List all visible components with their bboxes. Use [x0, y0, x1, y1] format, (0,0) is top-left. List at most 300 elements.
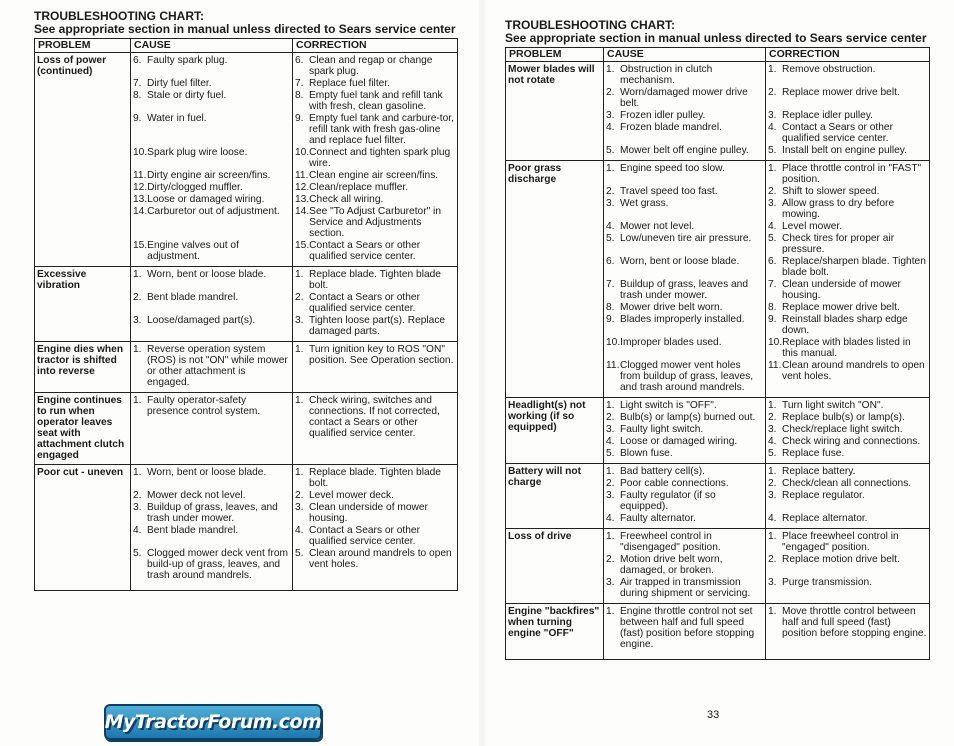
item-text: Bulb(s) or lamp(s) burned out. [620, 412, 756, 423]
item-text: Dirty fuel filter. [147, 78, 212, 89]
item-text: Purge transmission. [782, 577, 873, 588]
item-number: 10. [133, 147, 148, 158]
item-number: 2. [133, 292, 142, 303]
item-number: 5. [606, 448, 615, 459]
item-text: Shift to slower speed. [782, 186, 880, 197]
cause-item [606, 436, 763, 447]
item-number: 1. [133, 395, 142, 406]
correction-item [768, 606, 927, 650]
item-number: 5. [768, 233, 777, 244]
item-text: Mower deck not level. [147, 490, 246, 501]
item-number: 3. [768, 577, 777, 588]
item-number: 11. [133, 170, 147, 181]
correction-header: CORRECTION [766, 48, 930, 62]
cause-item [133, 147, 290, 169]
item-text: Mower belt off engine pulley. [620, 145, 749, 156]
problem-cell: Headlight(s) not working (if so equipped) [506, 398, 604, 464]
item-number: 8. [133, 90, 142, 101]
item-text: Worn, bent or loose blade. [620, 256, 740, 267]
item-number: 14. [133, 206, 148, 217]
cause-item [606, 424, 763, 435]
item-text: Contact a Sears or other qualified service center. [309, 240, 421, 262]
item-text: Air trapped in transmission during shipment or servicing. [620, 577, 751, 599]
item-number: 5. [768, 448, 777, 459]
correction-cell [766, 604, 930, 660]
item-text: Dirty engine air screen/fins. [147, 170, 271, 181]
trouble-section-row [35, 465, 458, 591]
problem-header: PROBLEM [506, 48, 604, 62]
item-text: Replace blade. Tighten blade bolt. [309, 467, 441, 489]
item-number: 2. [768, 186, 777, 197]
cause-item [133, 344, 290, 388]
item-text: Low/uneven tire air pressure. [620, 233, 752, 244]
item-text: Loose/damaged part(s). [147, 315, 256, 326]
cause-item [133, 525, 290, 547]
item-text: Clean underside of mower housing. [782, 279, 901, 301]
item-number: 1. [606, 466, 615, 477]
item-number: 7. [768, 279, 777, 290]
correction-item [768, 145, 927, 156]
problem-cell: Mower blades will not rotate [506, 62, 604, 161]
cause-cell [604, 161, 766, 398]
item-number: 3. [606, 577, 615, 588]
cause-item [133, 395, 290, 439]
item-text: Buildup of grass, leaves and trash under mower. [620, 279, 748, 301]
item-number: 1. [606, 163, 615, 174]
correction-item [768, 490, 927, 512]
page-fold-shadow [478, 0, 486, 746]
item-text: Tighten loose part(s). Replace damaged parts. [309, 315, 446, 337]
cause-item [133, 502, 290, 524]
correction-cell [293, 267, 458, 342]
trouble-section-row [506, 161, 930, 398]
right-table-body [506, 62, 930, 660]
item-number: 1. [606, 531, 615, 542]
correction-item [768, 233, 927, 255]
correction-item [295, 490, 455, 501]
trouble-section-row [35, 342, 458, 393]
item-text: Poor cable connections. [620, 478, 729, 489]
item-text: Blown fuse. [620, 448, 673, 459]
item-text: Contact a Sears or other qualified service center. [309, 525, 420, 547]
item-number: 4. [606, 513, 615, 524]
cause-item [606, 448, 763, 459]
item-text: Replace bulb(s) or lamp(s). [782, 412, 905, 423]
correction-cell [766, 398, 930, 464]
correction-item [768, 436, 927, 447]
item-number: 4. [133, 525, 142, 536]
trouble-section-row [506, 604, 930, 660]
cause-cell [131, 267, 293, 342]
cause-item [606, 87, 763, 109]
cause-item [133, 90, 290, 112]
item-number: 15. [295, 240, 310, 251]
correction-item [768, 87, 927, 109]
correction-item [768, 554, 927, 576]
correction-item [295, 55, 455, 77]
item-text: Motion drive belt worn, damaged, or broken. [620, 554, 723, 576]
trouble-section-row [506, 464, 930, 529]
item-text: Clogged mower vent holes from buildup of grass, leaves, and trash around mandrels. [620, 360, 754, 393]
item-number: 8. [295, 90, 304, 101]
correction-item [295, 194, 455, 205]
item-text: Freewheel control in "disengaged" position. [620, 531, 721, 553]
item-number: 10. [606, 337, 621, 348]
item-text: Check wiring, switches and connections. If not corrected, contact a Sears or other qualified service center. [309, 395, 440, 439]
item-text: Faulty spark plug. [147, 55, 228, 66]
correction-item [295, 344, 455, 388]
item-number: 2. [295, 292, 304, 303]
cause-item [133, 206, 290, 239]
cause-cell [604, 604, 766, 660]
item-text: Replace with blades listed in this manual. [782, 337, 911, 359]
item-number: 5. [768, 145, 777, 156]
item-number: 1. [295, 395, 304, 406]
item-number: 1. [606, 64, 615, 75]
cause-item [606, 577, 763, 599]
correction-item [295, 182, 455, 193]
item-text: Bent blade mandrel. [147, 525, 239, 536]
item-text: See "To Adjust Carburetor" in Service and Adjustments section. [309, 206, 441, 239]
correction-item [295, 502, 455, 524]
item-text: Reverse operation system (ROS) is not "ON" while mower or other attachment is engaged. [147, 344, 288, 388]
item-text: Bad battery cell(s). [620, 466, 705, 477]
item-number: 3. [768, 110, 777, 121]
cause-item [133, 240, 290, 262]
item-number: 2. [768, 478, 777, 489]
trouble-section-row [506, 529, 930, 604]
item-text: Faulty operator-safety presence control system. [147, 395, 261, 417]
item-text: Worn, bent or loose blade. [147, 467, 267, 478]
item-number: 14. [295, 206, 310, 217]
item-text: Reinstall blades sharp edge down. [782, 314, 908, 336]
item-number: 3. [768, 424, 777, 435]
cause-item [133, 490, 290, 501]
trouble-section-row [35, 393, 458, 465]
trouble-section-row [35, 267, 458, 342]
cause-item [606, 466, 763, 477]
item-text: Replace/sharpen blade. Tighten blade bolt. [782, 256, 926, 278]
item-number: 1. [133, 344, 142, 355]
item-number: 1. [768, 531, 777, 542]
cause-item [606, 64, 763, 86]
item-text: Check tires for proper air pressure. [782, 233, 895, 255]
correction-item [295, 467, 455, 489]
item-text: Worn, bent or loose blade. [147, 269, 267, 280]
item-number: 1. [133, 467, 142, 478]
correction-item [295, 113, 455, 146]
item-text: Install belt on engine pulley. [782, 145, 907, 156]
correction-header: CORRECTION [293, 39, 458, 53]
correction-item [295, 90, 455, 112]
problem-cell: Loss of power (continued) [35, 53, 131, 267]
item-text: Mower not level. [620, 221, 695, 232]
item-text: Place throttle control in "FAST" position. [782, 163, 922, 185]
correction-cell [293, 342, 458, 393]
item-text: Replace alternator. [782, 513, 868, 524]
item-number: 4. [606, 122, 615, 133]
item-text: Wet grass. [620, 198, 669, 209]
item-number: 2. [768, 554, 777, 565]
correction-item [295, 525, 455, 547]
correction-item [768, 110, 927, 121]
cause-cell [131, 393, 293, 465]
item-text: Faulty regulator (if so equipped). [620, 490, 716, 512]
problem-cell: Loss of drive [506, 529, 604, 604]
correction-item [295, 206, 455, 239]
item-number: 1. [133, 269, 142, 280]
item-text: Replace regulator. [782, 490, 865, 501]
item-text: Level mower deck. [309, 490, 394, 501]
cause-item [606, 186, 763, 197]
item-text: Turn ignition key to ROS "ON" position. See Operation section. [309, 344, 454, 366]
item-text: Clean/replace muffler. [309, 182, 409, 193]
item-text: Engine valves out of adjustment. [147, 240, 239, 262]
correction-item [295, 548, 455, 581]
correction-item [768, 412, 927, 423]
item-text: Clean and regap or change spark plug. [309, 55, 433, 77]
cause-item [606, 337, 763, 359]
item-text: Empty fuel tank and refill tank with fresh, clean gasoline. [309, 90, 443, 112]
item-number: 11. [768, 360, 782, 371]
cause-item [133, 315, 290, 337]
item-number: 5. [606, 233, 615, 244]
correction-item [295, 147, 455, 169]
item-number: 2. [606, 478, 615, 489]
troubleshooting-table-right [505, 47, 930, 660]
cause-item [606, 110, 763, 121]
cause-item [606, 198, 763, 220]
problem-cell: Engine continues to run when operator leaves seat with attachment clutch engaged [35, 393, 131, 465]
mytractorforum-logo: MyTractorForum.com [104, 704, 322, 740]
item-number: 8. [606, 302, 615, 313]
item-text: Buildup of grass, leaves, and trash under mower. [147, 502, 278, 524]
item-text: Obstruction in clutch mechanism. [620, 64, 713, 86]
item-number: 9. [133, 113, 142, 124]
cause-item [606, 531, 763, 553]
item-number: 3. [606, 424, 615, 435]
item-text: Engine throttle control not set between half and full speed (fast) position before stopping engine. [620, 606, 755, 650]
correction-item [295, 240, 455, 262]
item-number: 5. [295, 548, 304, 559]
correction-item [295, 395, 455, 439]
item-number: 1. [768, 163, 777, 174]
item-number: 3. [133, 502, 142, 513]
correction-item [768, 513, 927, 524]
cause-item [606, 554, 763, 576]
item-number: 1. [295, 467, 304, 478]
correction-item [768, 337, 927, 359]
correction-cell [293, 465, 458, 591]
chart-subtitle: See appropriate section in manual unless directed to Sears service center [34, 22, 456, 36]
item-text: Replace motion drive belt. [782, 554, 900, 565]
item-number: 13. [133, 194, 148, 205]
item-text: Water in fuel. [147, 113, 207, 124]
item-number: 9. [606, 314, 615, 325]
cause-item [133, 292, 290, 314]
item-number: 2. [768, 87, 777, 98]
item-number: 1. [768, 466, 777, 477]
item-number: 7. [295, 78, 304, 89]
chart-subtitle: See appropriate section in manual unless directed to Sears service center [505, 31, 927, 45]
problem-cell: Poor cut - uneven [35, 465, 131, 591]
item-number: 1. [295, 344, 304, 355]
troubleshooting-table-left [34, 38, 458, 591]
correction-item [768, 314, 927, 336]
correction-cell [766, 464, 930, 529]
right-page [505, 9, 930, 660]
item-number: 12. [133, 182, 148, 193]
cause-item [606, 360, 763, 393]
cause-item [133, 182, 290, 193]
cause-item [133, 113, 290, 146]
item-number: 15. [133, 240, 148, 251]
page-number: 33 [707, 709, 720, 721]
cause-header: CAUSE [131, 39, 293, 53]
cause-cell [131, 342, 293, 393]
item-number: 4. [295, 525, 304, 536]
trouble-section-row [35, 53, 458, 267]
item-text: Check/replace light switch. [782, 424, 903, 435]
correction-item [295, 269, 455, 291]
correction-item [295, 170, 455, 181]
cause-item [606, 256, 763, 278]
problem-cell: Engine dies when tractor is shifted into reverse [35, 342, 131, 393]
item-text: Check/clean all connections. [782, 478, 912, 489]
item-number: 2. [606, 554, 615, 565]
correction-item [768, 400, 927, 411]
item-text: Check wiring and connections. [782, 436, 921, 447]
cause-cell [604, 529, 766, 604]
cause-item [606, 314, 763, 336]
item-number: 6. [768, 256, 777, 267]
item-number: 7. [606, 279, 615, 290]
problem-cell: Battery will not charge [506, 464, 604, 529]
item-number: 11. [295, 170, 309, 181]
item-number: 11. [606, 360, 620, 371]
item-text: Replace battery. [782, 466, 856, 477]
trouble-section-row [506, 398, 930, 464]
item-text: Clean engine air screen/fins. [309, 170, 439, 181]
item-text: Replace idler pulley. [782, 110, 873, 121]
item-text: Light switch is "OFF". [620, 400, 717, 411]
item-text: Spark plug wire loose. [147, 147, 248, 158]
cause-cell [131, 465, 293, 591]
item-text: Level mower. [782, 221, 843, 232]
cause-item [606, 412, 763, 423]
item-number: 8. [768, 302, 777, 313]
item-number: 6. [606, 256, 615, 267]
cause-item [606, 233, 763, 255]
item-number: 10. [768, 337, 783, 348]
correction-item [768, 186, 927, 197]
correction-item [768, 466, 927, 477]
item-number: 4. [768, 221, 777, 232]
item-number: 9. [768, 314, 777, 325]
item-text: Loose or damaged wiring. [620, 436, 738, 447]
correction-item [768, 531, 927, 553]
item-number: 13. [295, 194, 310, 205]
cause-cell [604, 398, 766, 464]
item-text: Stale or dirty fuel. [147, 90, 227, 101]
item-number: 2. [133, 490, 142, 501]
cause-item [606, 302, 763, 313]
item-text: Faulty alternator. [620, 513, 696, 524]
item-text: Carburetor out of adjustment. [147, 206, 280, 217]
item-text: Travel speed too fast. [620, 186, 718, 197]
item-text: Mower drive belt worn. [620, 302, 723, 313]
item-number: 4. [768, 513, 777, 524]
correction-cell [766, 161, 930, 398]
item-number: 1. [295, 269, 304, 280]
item-number: 2. [295, 490, 304, 501]
correction-cell [766, 529, 930, 604]
item-text: Empty fuel tank and carbure-tor, refill tank with fresh gas-oline and replace fuel filter. [309, 113, 454, 146]
correction-item [768, 478, 927, 489]
correction-item [768, 122, 927, 144]
cause-item [606, 122, 763, 144]
item-text: Dirty/clogged muffler. [147, 182, 243, 193]
cause-item [606, 400, 763, 411]
correction-item [768, 302, 927, 313]
item-text: Contact a Sears or other qualified service center. [309, 292, 420, 314]
item-text: Frozen idler pulley. [620, 110, 706, 121]
item-text: Clean underside of mower housing. [309, 502, 428, 524]
item-number: 7. [133, 78, 142, 89]
cause-item [606, 145, 763, 156]
item-text: Allow grass to dry before mowing. [782, 198, 895, 220]
item-number: 2. [606, 412, 615, 423]
item-text: Clean around mandrels to open vent holes. [309, 548, 452, 570]
item-number: 6. [295, 55, 304, 66]
item-number: 5. [606, 145, 615, 156]
cause-item [133, 269, 290, 291]
cause-item [133, 194, 290, 205]
item-text: Replace blade. Tighten blade bolt. [309, 269, 441, 291]
item-number: 1. [768, 64, 777, 75]
correction-item [768, 163, 927, 185]
problem-cell: Excessive vibration [35, 267, 131, 342]
item-number: 3. [768, 490, 777, 501]
cause-header: CAUSE [604, 48, 766, 62]
trouble-section-row [506, 62, 930, 161]
item-number: 4. [606, 221, 615, 232]
item-number: 3. [768, 198, 777, 209]
cause-item [606, 163, 763, 185]
left-table-body [35, 53, 458, 591]
cause-cell [604, 62, 766, 161]
chart-title: TROUBLESHOOTING CHART: [34, 9, 204, 23]
item-text: Frozen blade mandrel. [620, 122, 722, 133]
correction-cell [293, 393, 458, 465]
item-number: 1. [768, 400, 777, 411]
item-number: 12. [295, 182, 310, 193]
item-text: Engine speed too slow. [620, 163, 725, 174]
item-text: Replace mower drive belt. [782, 302, 900, 313]
item-number: 4. [768, 436, 777, 447]
item-text: Check all wiring. [309, 194, 384, 205]
cause-item [606, 478, 763, 489]
correction-cell [293, 53, 458, 267]
cause-item [133, 467, 290, 489]
item-number: 4. [768, 122, 777, 133]
cause-item [606, 279, 763, 301]
item-text: Clean around mandrels to open vent holes. [782, 360, 925, 382]
problem-header: PROBLEM [35, 39, 131, 53]
correction-item [768, 256, 927, 278]
item-text: Connect and tighten spark plug wire. [309, 147, 451, 169]
correction-item [768, 424, 927, 435]
